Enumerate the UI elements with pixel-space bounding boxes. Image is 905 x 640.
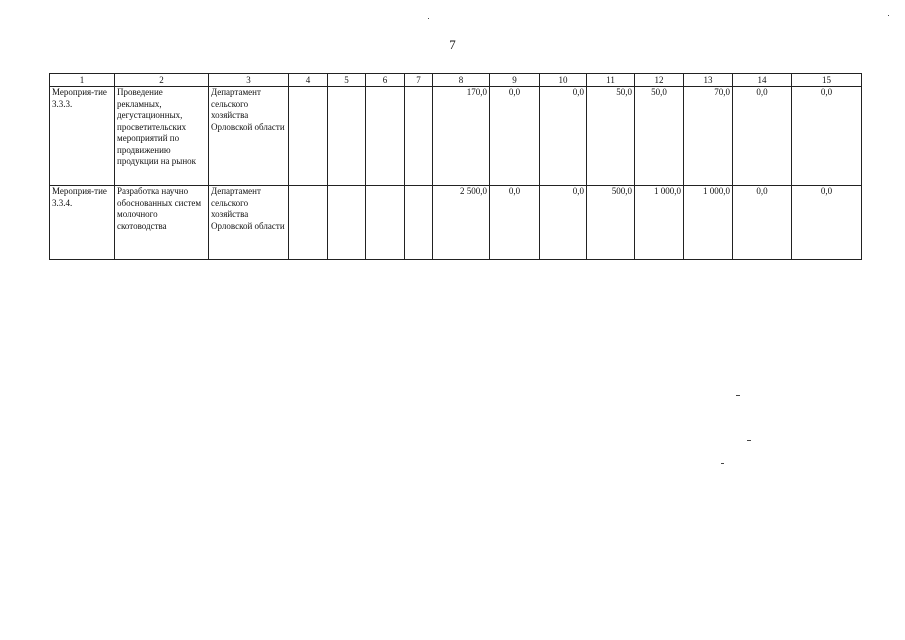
value-cell: 0,0 bbox=[733, 87, 792, 186]
value-cell: 50,0 bbox=[587, 87, 635, 186]
scan-speck bbox=[747, 440, 751, 441]
column-header: 11 bbox=[587, 74, 635, 87]
table-row bbox=[50, 87, 862, 186]
measure-name-cell: Проведение рекламных, дегустационных, просветительских мероприятий по продвижению продукции на рынок bbox=[115, 87, 209, 186]
value-cell: 0,0 bbox=[792, 87, 862, 186]
column-header: 14 bbox=[733, 74, 792, 87]
value-cell: 1 000,0 bbox=[635, 186, 684, 260]
column-header: 13 bbox=[684, 74, 733, 87]
scan-speck bbox=[721, 463, 724, 464]
column-header: 7 bbox=[405, 74, 433, 87]
value-cell: 70,0 bbox=[684, 87, 733, 186]
table-cell bbox=[366, 87, 405, 186]
table-cell bbox=[289, 87, 328, 186]
value-cell: 0,0 bbox=[792, 186, 862, 260]
column-header: 5 bbox=[328, 74, 366, 87]
column-header: 10 bbox=[540, 74, 587, 87]
table-header-row bbox=[50, 74, 862, 87]
column-header: 1 bbox=[50, 74, 115, 87]
value-cell: 0,0 bbox=[540, 87, 587, 186]
value-cell: 0,0 bbox=[733, 186, 792, 260]
executor-cell: Департамент сельского хозяйства Орловской области bbox=[209, 186, 289, 260]
column-header: 2 bbox=[115, 74, 209, 87]
measure-code-cell: Мероприя-тие 3.3.4. bbox=[50, 186, 115, 260]
table-row bbox=[50, 186, 862, 260]
value-cell: 1 000,0 bbox=[684, 186, 733, 260]
measure-name-cell: Разработка научно обоснованных систем молочного скотоводства bbox=[115, 186, 209, 260]
scan-speck bbox=[428, 18, 429, 19]
table-cell bbox=[289, 186, 328, 260]
table-cell bbox=[328, 87, 366, 186]
scan-speck bbox=[888, 15, 889, 16]
executor-cell: Департамент сельского хозяйства Орловской области bbox=[209, 87, 289, 186]
value-cell: 2 500,0 bbox=[433, 186, 490, 260]
table-cell bbox=[405, 87, 433, 186]
value-cell: 500,0 bbox=[587, 186, 635, 260]
column-header: 9 bbox=[490, 74, 540, 87]
column-header: 12 bbox=[635, 74, 684, 87]
column-header: 8 bbox=[433, 74, 490, 87]
scan-speck bbox=[736, 395, 740, 396]
value-cell: 50,0 bbox=[635, 87, 684, 186]
column-header: 3 bbox=[209, 74, 289, 87]
table-cell bbox=[366, 186, 405, 260]
measure-code-cell: Мероприя-тие 3.3.3. bbox=[50, 87, 115, 186]
value-cell: 0,0 bbox=[490, 186, 540, 260]
table-cell bbox=[405, 186, 433, 260]
program-table bbox=[49, 73, 862, 260]
column-header: 4 bbox=[289, 74, 328, 87]
column-header: 15 bbox=[792, 74, 862, 87]
column-header: 6 bbox=[366, 74, 405, 87]
table-cell bbox=[328, 186, 366, 260]
page-number: 7 bbox=[449, 37, 456, 52]
value-cell: 0,0 bbox=[540, 186, 587, 260]
value-cell: 170,0 bbox=[433, 87, 490, 186]
value-cell: 0,0 bbox=[490, 87, 540, 186]
